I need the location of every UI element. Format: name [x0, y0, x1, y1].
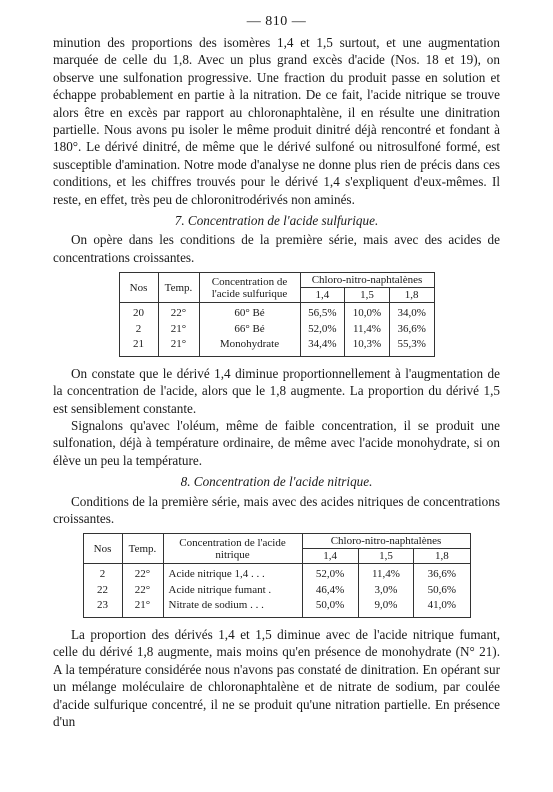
table-sulfuric-acid-concentration — [119, 272, 435, 357]
table-row — [83, 598, 470, 617]
cell-nos: 22 — [83, 583, 122, 599]
cell-1-4: 46,4% — [302, 583, 358, 599]
cell-1-5: 10,3% — [345, 337, 390, 356]
cell-temp: 21° — [158, 322, 199, 338]
header-nos: Nos — [83, 534, 122, 564]
cell-concentration: Acide nitrique fumant . — [163, 583, 302, 599]
section-heading-nitric-acid: 8. Concentration de l'acide nitrique. — [180, 474, 373, 490]
cell-concentration: Nitrate de sodium . . . — [163, 598, 302, 617]
cell-1-8: 50,6% — [414, 583, 470, 599]
cell-nos: 23 — [83, 598, 122, 617]
cell-nos: 2 — [119, 322, 158, 338]
cell-1-4: 52,0% — [302, 564, 358, 583]
cell-1-4: 34,4% — [300, 337, 345, 356]
cell-1-8: 55,3% — [389, 337, 434, 356]
header-1-8: 1,8 — [389, 288, 434, 303]
section7-intro: On opère dans les conditions de la première série, mais avec des acides de concentrations croissantes. — [53, 232, 500, 265]
cell-1-8: 36,6% — [414, 564, 470, 583]
section7-paragraph: On constate que le dérivé 1,4 diminue proportionnellement à l'augmentation de la concentration de l'acide, alors que le 1,8 augmente. La proportion du dérivé 1,5 est sensiblement constante. — [53, 365, 500, 416]
cell-1-4: 52,0% — [300, 322, 345, 338]
cell-concentration: 66° Bé — [199, 322, 300, 338]
table-row — [83, 583, 470, 599]
table-row — [119, 322, 434, 338]
section7-paragraph: Signalons qu'avec l'oléum, même de faible concentration, il se produit une sulfonation, déjà à température ordinaire, de même avec l'acide monohydrate, si on élève un peu la température. — [53, 418, 500, 468]
cell-concentration: 60° Bé — [199, 303, 300, 322]
cell-1-5: 11,4% — [345, 322, 390, 338]
header-chloro-nitro-naphtalenes: Chloro-nitro-naphtalènes — [300, 273, 434, 288]
header-chloro-nitro-naphtalenes: Chloro-nitro-naphtalènes — [302, 534, 470, 549]
cell-temp: 22° — [122, 583, 163, 599]
table-row — [119, 337, 434, 356]
header-concentration: Concentration de l'acide sulfurique — [199, 273, 300, 303]
cell-1-8: 34,0% — [389, 303, 434, 322]
cell-1-8: 36,6% — [389, 322, 434, 338]
cell-1-4: 50,0% — [302, 598, 358, 617]
cell-1-5: 10,0% — [345, 303, 390, 322]
cell-nos: 2 — [83, 564, 122, 583]
cell-nos: 20 — [119, 303, 158, 322]
header-1-5: 1,5 — [345, 288, 390, 303]
header-nos: Nos — [119, 273, 158, 303]
cell-temp: 21° — [158, 337, 199, 356]
section8-intro: Conditions de la première série, mais avec des acides nitriques de concentrations croissantes. — [53, 493, 500, 527]
cell-1-5: 3,0% — [358, 583, 414, 599]
cell-temp: 22° — [122, 564, 163, 583]
cell-temp: 21° — [122, 598, 163, 617]
cell-nos: 21 — [119, 337, 158, 356]
paragraph-continuation: minution des proportions des isomères 1,4 et 1,5 surtout, et une augmentation marquée de celle du 1,8. Avec un plus grand excès d'acide (Nos. 18 et 19), on observe une sulfonation progressive. Une fraction du produit passe en solution et échappe probablement en partie à la nitration. De ce fait, l'acide nitrique se trouve alors être en excès par rapport au chloronaphtalène, il en résulte une dinitration partielle. Nous avons pu isoler le même produit dinitré déjà rencontré et fondant à 180°. Le dérivé dinitré, de même que le dérivé sulfoné ou nitrosulfoné formé, est susceptible d'amination. Notre mode d'analyse ne donne plus rien de précis dans ces conditions, et les chiffres trouvés pour le dérivé 1,4 s'expliquent d'eux-mêmes. Il reste, en effet, très peu de chloronitrodérivés non aminés. — [53, 35, 500, 207]
page-number: — 810 — — [246, 14, 307, 29]
cell-1-8: 41,0% — [414, 598, 470, 617]
section-heading-sulfuric-acid: 7. Concentration de l'acide sulfurique. — [174, 213, 379, 229]
cell-concentration: Monohydrate — [199, 337, 300, 356]
table-row — [119, 303, 434, 322]
header-concentration: Concentration de l'acide nitrique — [163, 534, 302, 564]
header-1-8: 1,8 — [414, 549, 470, 564]
header-1-4: 1,4 — [302, 549, 358, 564]
table-row — [83, 564, 470, 583]
section8-paragraph: La proportion des dérivés 1,4 et 1,5 diminue avec de l'acide nitrique fumant, celle du dérivé 1,8 augmente, mais moins qu'en présence de monohydrate (N° 21). A la température considérée nous n'avons pas constaté de dinitration. En opérant sur un mélange moléculaire de chloronaphtalène et de nitrate de sodium, par coulée d'acide sulfurique concentré, il ne se produit qu'une nitration partielle. En présence d'un — [53, 626, 500, 729]
cell-1-4: 56,5% — [300, 303, 345, 322]
header-1-5: 1,5 — [358, 549, 414, 564]
header-1-4: 1,4 — [300, 288, 345, 303]
header-temp: Temp. — [158, 273, 199, 303]
cell-concentration: Acide nitrique 1,4 . . . — [163, 564, 302, 583]
cell-1-5: 9,0% — [358, 598, 414, 617]
page-body — [53, 34, 500, 730]
cell-1-5: 11,4% — [358, 564, 414, 583]
header-temp: Temp. — [122, 534, 163, 564]
table-nitric-acid-concentration — [83, 533, 471, 618]
cell-temp: 22° — [158, 303, 199, 322]
